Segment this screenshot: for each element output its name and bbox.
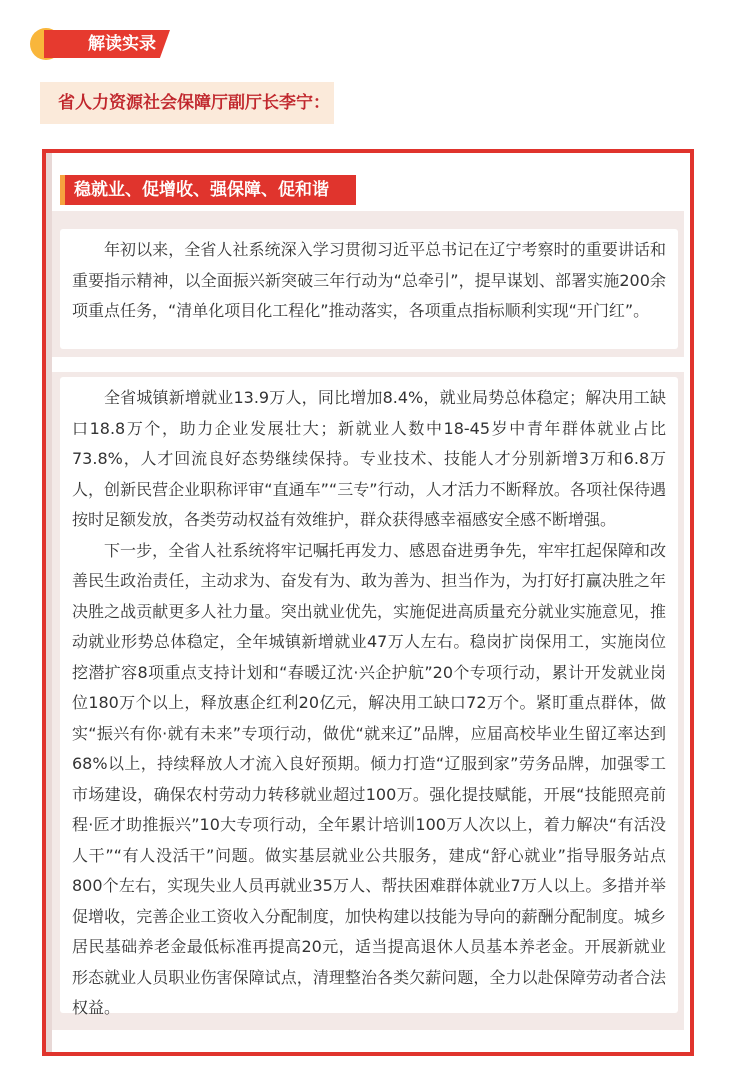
intro-card bbox=[60, 229, 678, 349]
intro-paragraph: 年初以来，全省人社系统深入学习贯彻习近平总书记在辽宁考察时的重要讲话和重要指示精神，以全面振兴新突破三年行动为“总牵引”，提早谋划、部署实施200余项重点任务，“清单化项目化工程化”推动落实，各项重点指标顺利实现“开门红”。 bbox=[72, 240, 666, 320]
body-paragraph-1: 全省城镇新增就业13.9万人，同比增加8.4%，就业局势总体稳定；解决用工缺口18.8万个，助力企业发展壮大；新就业人数中18-45岁中青年群体就业占比73.8%，人才回流良好态势继续保持。专业技术、技能人才分别新增3万和6.8万人，创新民营企业职称评审“直通车”“三专”行动，人才活力不断释放。各项社保待遇按时足额发放，各类劳动权益有效维护，群众获得感幸福感安全感不断增强。 bbox=[72, 388, 666, 529]
body-card bbox=[60, 377, 678, 1017]
body-panel bbox=[52, 372, 684, 1030]
body-paragraph-2: 下一步，全省人社系统将牢记嘱托再发力、感恩奋进勇争先，牢牢扛起保障和改善民生政治责任，主动求为、奋发有为、敢为善为、担当作为，为打好打赢决胜之年决胜之战贡献更多人社力量。突出就业优先，实施促进高质量充分就业实施意见，推动就业形势总体稳定，全年城镇新增就业47万人左右。稳岗扩岗保用工，实施岗位挖潜扩容8项重点支持计划和“春暖辽沈·兴企护航”20个专项行动，累计开发就业岗位180万个以上，释放惠企红利20亿元，解决用工缺口72万个。紧盯重点群体，做实“振兴有你·就有未来”专项行动，做优“就来辽”品牌，应届高校毕业生留辽率达到68%以上，持续释放人才流入良好预期。倾力打造“辽服到家”劳务品牌，加强零工市场建设，确保农村劳动力转移就业超过100万。强化提技赋能，开展“技能照亮前程·匠才助推振兴”10大专项行动，全年累计培训100万人次以上，着力解决“有活没人干”“有人没活干”问题。做实基层就业公共服务，建成“舒心就业”指导服务站点800个左右，实现失业人员再就业35万人、帮扶困难群体就业7万人以上。多措并举促增收，完善企业工资收入分配制度，加快构建以技能为导向的薪酬分配制度。城乡居民基础养老金最低标准再提高20元，适当提高退休人员基本养老金。开展新就业形态就业人员职业伤害保障试点，清理整治各类欠薪问题，全力以赴保障劳动者合法权益。 bbox=[72, 540, 666, 1017]
heading-accent-bar bbox=[60, 175, 65, 205]
speaker-title: 省人力资源社会保障厅副厅长李宁： bbox=[58, 93, 330, 113]
content-frame bbox=[42, 149, 694, 1056]
box-heading bbox=[60, 175, 356, 205]
box-heading-text: 稳就业、促增收、强保障、促和谐 bbox=[74, 180, 329, 200]
section-tag-label: 解读实录 bbox=[88, 34, 156, 54]
speaker-banner bbox=[40, 82, 334, 124]
intro-panel bbox=[52, 211, 684, 357]
